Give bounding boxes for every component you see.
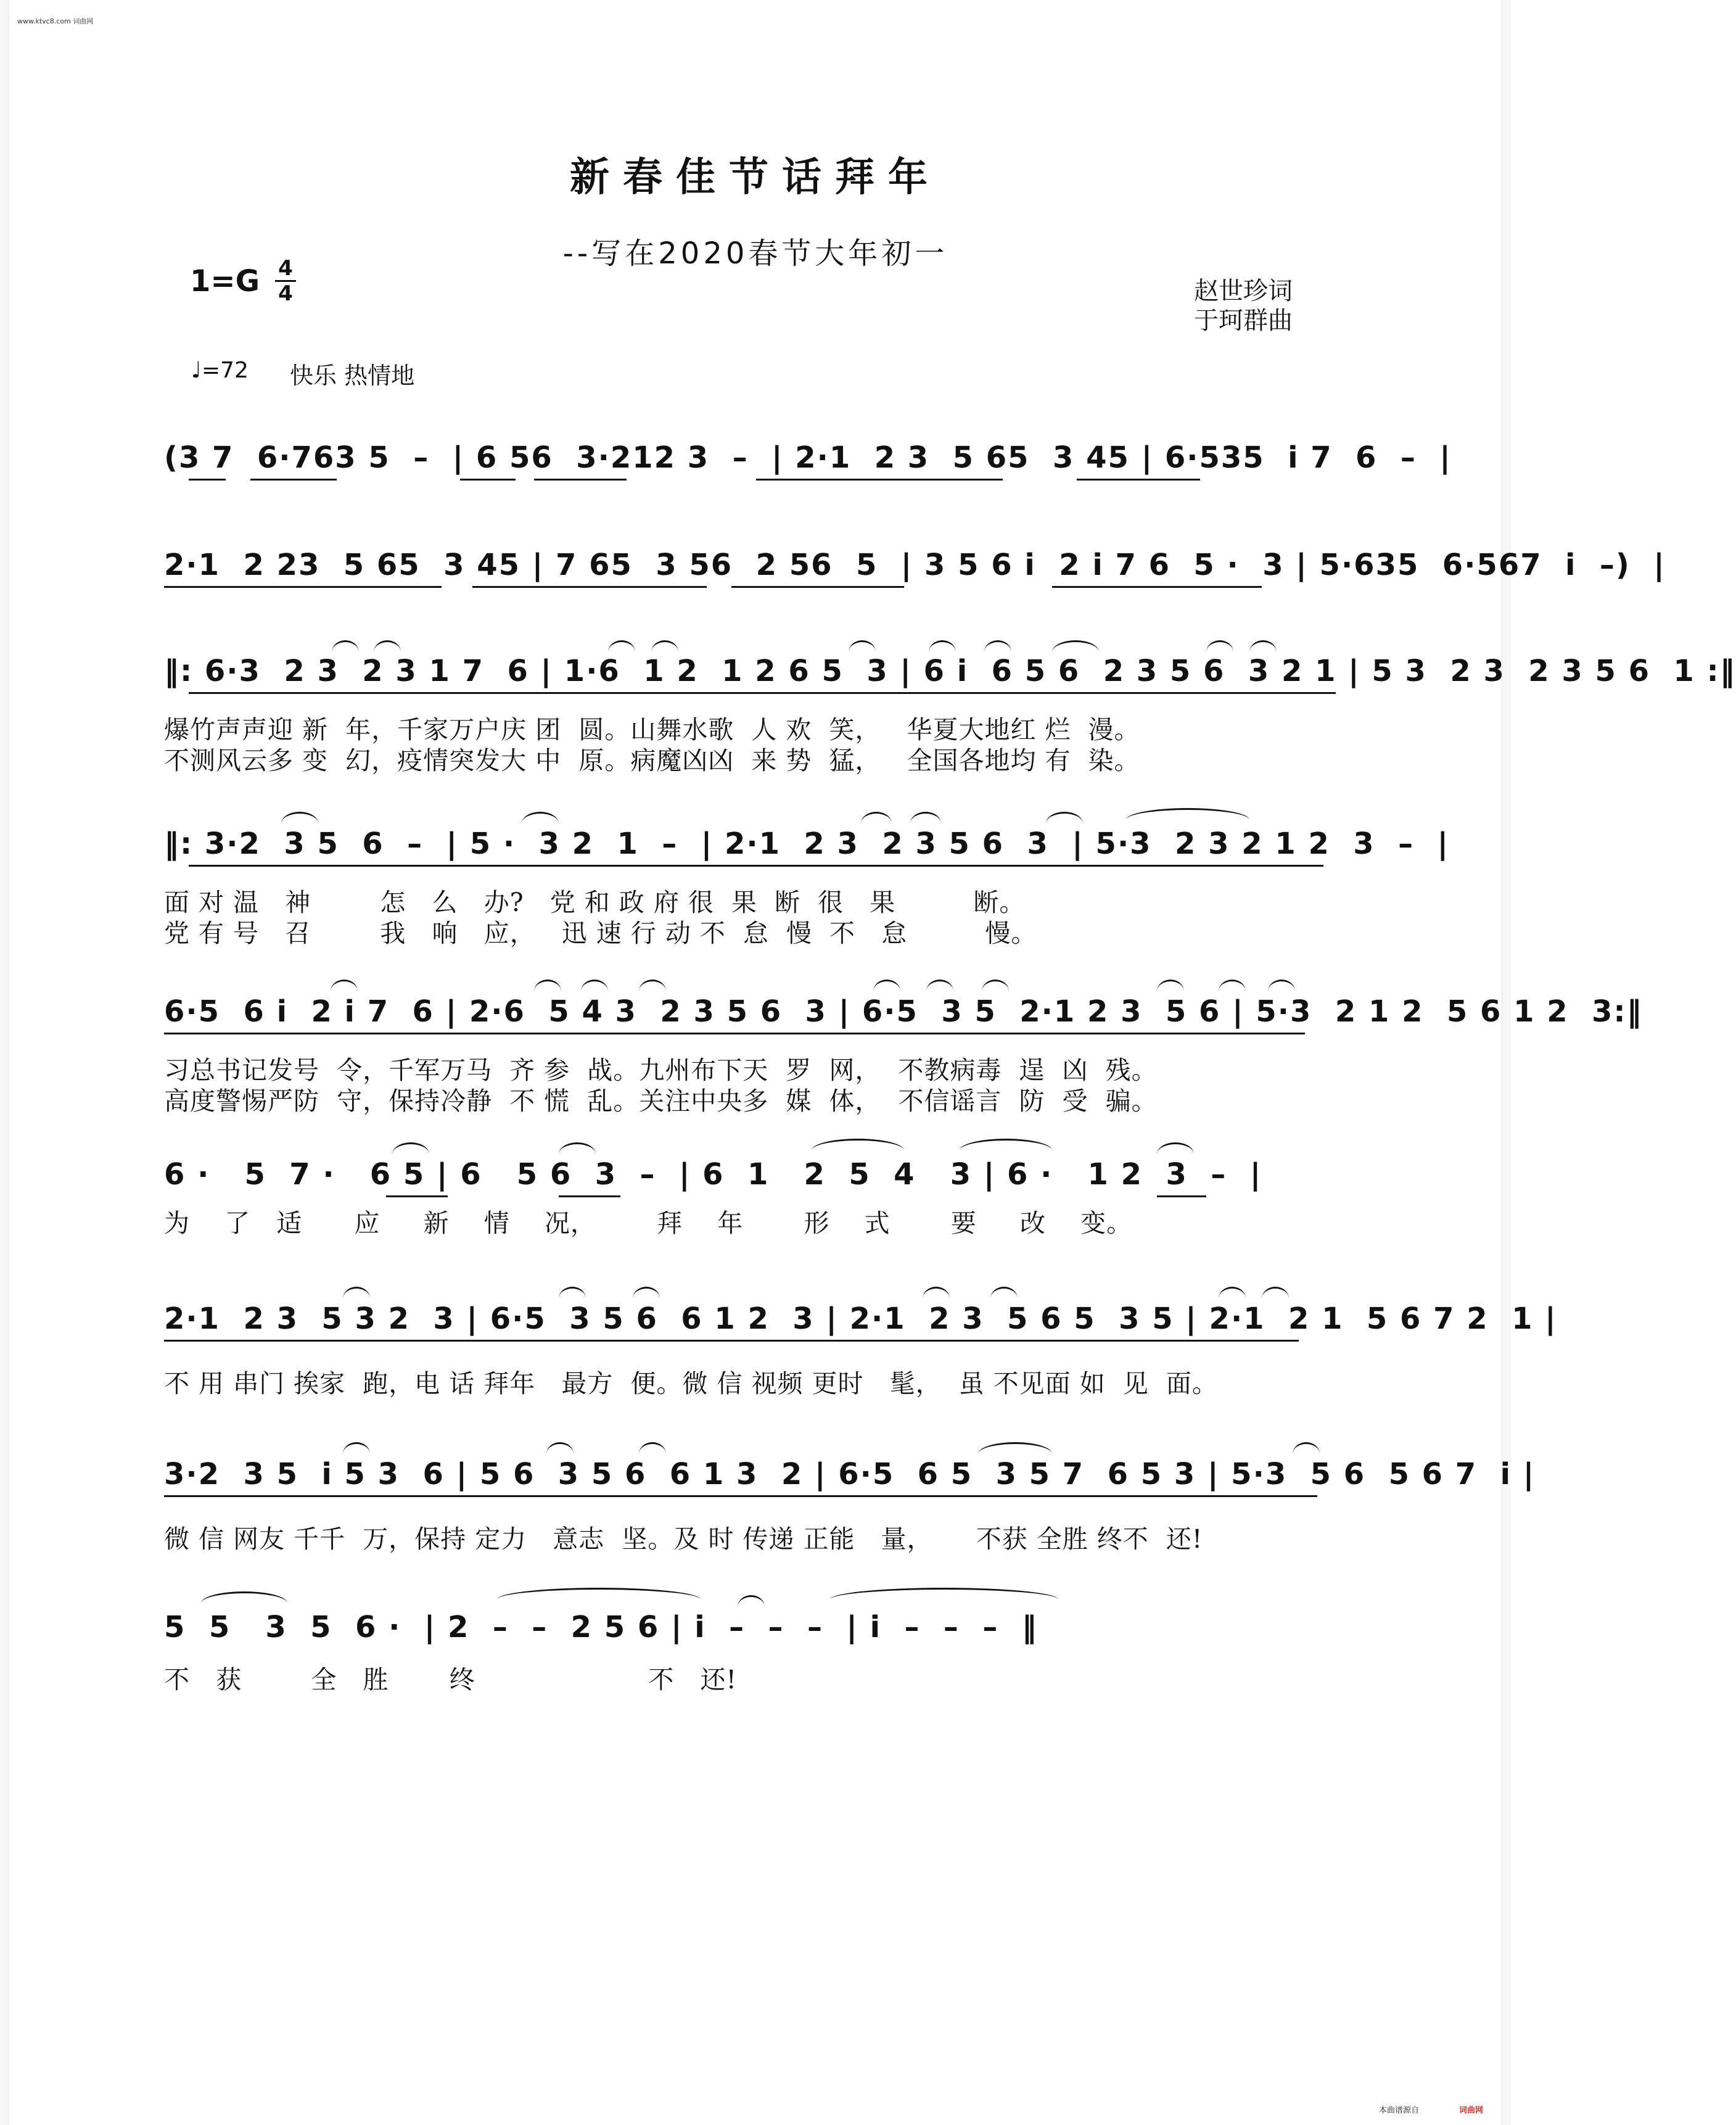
slur (639, 1442, 666, 1454)
notes-row-3: ‖: 6·3 2 3 2 3 1 7 6 | 1·6 1 2 1 2 6 5 3 | 6 i 6 5 6 2 3 5 6 3 2 1 | 5 3 2 3 2 3 5 6 1 :‖ (164, 654, 1736, 688)
meter-bottom: 4 (278, 281, 293, 306)
slur (1293, 1442, 1320, 1454)
slur (990, 1287, 1018, 1298)
underline (250, 479, 337, 481)
slur (1157, 1142, 1194, 1154)
staff-row-4 (164, 827, 1450, 948)
lyric-row-4-verse-1: 面 对 温 神 怎 么 办? 党 和 政 府 很 果 断 很 果 断。 (164, 888, 1026, 917)
underline (1077, 479, 1200, 481)
slur (497, 1588, 701, 1599)
staff-row-6 (164, 1157, 1348, 1256)
staff-row-2 (164, 548, 1666, 646)
slur (343, 1442, 370, 1454)
slur (812, 1139, 904, 1150)
key-signature: 1=G (190, 264, 260, 299)
slur (559, 1142, 596, 1154)
lyric-row-8: 微 信 网友 千千 万，保持 定力 意志 坚。及 时 传递 正能 量， 不获 全胜 终不 还! (164, 1524, 1203, 1554)
slur (1046, 812, 1083, 823)
slur (830, 1588, 1058, 1599)
staff-row-3 (164, 654, 1736, 775)
notes-row-7: 2·1 2 3 5 3 2 3 | 6·5 3 5 6 6 1 2 3 | 2·1 2 3 5 6 5 3 5 | 2·1 2 1 5 6 7 2 1 | (164, 1302, 1557, 1336)
staff-row-9 (164, 1610, 1348, 1709)
time-signature (275, 258, 296, 304)
slur (1268, 980, 1295, 991)
lyric-row-3-verse-1: 爆竹声声迎 新 年，千家万户庆 团 圆。山舞水歌 人 欢 笑， 华夏大地红 烂 漫。 (164, 715, 1140, 745)
slur (201, 1591, 287, 1603)
slur (960, 1139, 1052, 1150)
slur (1219, 1287, 1246, 1298)
slur (639, 980, 666, 991)
notes-row-2: 2·1 2 23 5 65 3 45 | 7 65 3 56 2 56 5 | 3 5 6 i 2 i 7 6 5 · 3 | 5·635 6·567 i –) | (164, 548, 1666, 582)
underline (164, 1033, 1305, 1034)
tempo-marking: ♩=72 (191, 358, 249, 383)
slur (522, 812, 559, 823)
slur (281, 812, 318, 823)
underline (386, 1195, 448, 1197)
slur (738, 1595, 765, 1607)
underline (164, 586, 442, 588)
slur (926, 980, 953, 991)
staff-row-1 (164, 440, 1452, 539)
notes-row-6: 6 · 5 7 · 6 5 | 6 5 6 3 – | 6 1 2 5 4 3 | 6 · 1 2 3 – | (164, 1157, 1262, 1192)
slur (1262, 1287, 1289, 1298)
left-margin-strip (0, 0, 9, 2125)
footer-brand: 词曲网 (1459, 2106, 1484, 2115)
notes-row-1: (3 7 6·763 5 – | 6 56 3·212 3 – | 2·1 2 3 5 65 3 45 | 6·535 i 7 6 – | (164, 440, 1452, 475)
staff-row-8 (164, 1457, 1536, 1556)
slur (978, 1442, 1052, 1454)
song-title: 新春佳节话拜年 (570, 154, 941, 200)
notes-row-4: ‖: 3·2 3 5 6 – | 5 · 3 2 1 – | 2·1 2 3 2 3 5 6 3 | 5·3 2 3 2 1 2 3 – | (164, 827, 1450, 861)
slur (559, 1287, 586, 1298)
lyric-row-7: 不 用 串门 挨家 跑，电 话 拜年 最方 便。微 信 视频 更时 髦， 虽 不见面 如 见 面。 (164, 1369, 1218, 1398)
underline (472, 586, 707, 588)
slur (1126, 808, 1249, 820)
slur (1157, 980, 1184, 991)
slur (910, 812, 941, 823)
notes-row-5: 6·5 6 i 2 i 7 6 | 2·6 5 4 3 2 3 5 6 3 | 6·5 3 5 2·1 2 3 5 6 | 5·3 2 1 2 5 6 1 2 3:‖ (164, 994, 1643, 1029)
slur (861, 812, 892, 823)
slur (873, 980, 900, 991)
lyric-row-3-verse-2: 不测风云多 变 幻，疫情突发大 中 原。病魔凶凶 来 势 猛， 全国各地均 有 染。 (164, 746, 1140, 775)
meter-top: 4 (278, 256, 293, 281)
underline (1052, 586, 1262, 588)
lyricist-credit: 赵世珍词 (1194, 277, 1293, 305)
underline (1157, 1195, 1206, 1197)
site-url: www.ktvc8.com 词曲网 (17, 17, 94, 25)
underline (164, 1340, 1299, 1342)
slur (392, 1142, 429, 1154)
slur (923, 1287, 950, 1298)
slur (343, 1287, 370, 1298)
footer-source: 本曲谱源自 (1379, 2106, 1420, 2115)
underline (731, 586, 904, 588)
lyric-row-9: 不 获 全 胜 终 不 还! (164, 1665, 737, 1694)
slur (581, 980, 608, 991)
slur (982, 980, 1009, 991)
notes-row-9: 5 5 3 5 6 · | 2 – – 2 5 6 | i – – – | i – – – ‖ (164, 1610, 1038, 1644)
slur (546, 1442, 574, 1454)
slur (1219, 980, 1246, 991)
underline (189, 865, 1323, 867)
slur (534, 980, 561, 991)
notes-row-8: 3·2 3 5 i 5 3 6 | 5 6 3 5 6 6 1 3 2 | 6·5 6 5 3 5 7 6 5 3 | 5·3 5 6 5 6 7 i | (164, 1457, 1536, 1492)
underline (559, 1195, 620, 1197)
staff-row-7 (164, 1302, 1557, 1400)
underline (534, 479, 627, 481)
underline (164, 1495, 1317, 1497)
composer-credit: 于珂群曲 (1194, 307, 1293, 335)
underline (460, 479, 516, 481)
lyric-row-5-verse-2: 高度警惕严防 守，保持冷静 不 慌 乱。关注中央多 媒 体， 不信谣言 防 受 骗。 (164, 1086, 1158, 1116)
expression-marking: 快乐 热情地 (290, 362, 415, 389)
underline (189, 692, 1336, 694)
song-subtitle: --写在2020春节大年初一 (562, 236, 948, 271)
staff-row-5 (164, 994, 1643, 1116)
slur (331, 980, 358, 991)
lyric-row-4-verse-2: 党 有 号 召 我 响 应， 迅 速 行 动 不 怠 慢 不 怠 慢。 (164, 918, 1037, 948)
underline (756, 479, 1003, 481)
lyric-row-6: 为 了 适 应 新 情 况， 拜 年 形 式 要 改 变。 (164, 1208, 1133, 1238)
slur (633, 1287, 660, 1298)
right-margin-strip (1502, 0, 1511, 2125)
lyric-row-5-verse-1: 习总书记发号 令，千军万马 齐 参 战。九州布下天 罗 网， 不教病毒 逞 凶 残。 (164, 1055, 1158, 1085)
underline (189, 479, 226, 481)
